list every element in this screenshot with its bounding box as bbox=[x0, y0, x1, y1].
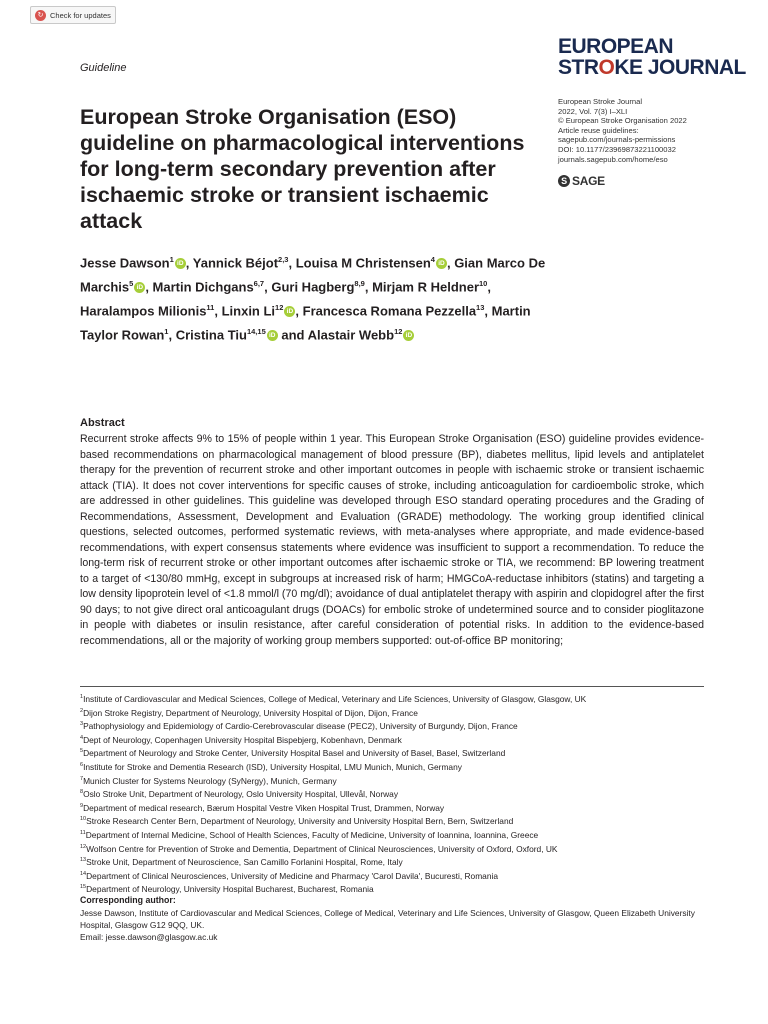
corresponding-address: Jesse Dawson, Institute of Cardiovascular and Medical Sciences, College of Medical, Veterinary and Life Sciences, University of Glasgow, Queen Elizabeth University Hospital, Glasgow G12 9QQ, UK. bbox=[80, 908, 695, 931]
affiliation-number: 15 bbox=[80, 884, 87, 891]
affiliation-text: Dijon Stroke Registry, Department of Neurology, University Hospital of Dijon, Dijon, France bbox=[83, 707, 418, 718]
author-list bbox=[80, 250, 560, 346]
author-name: Cristina Tiu bbox=[175, 327, 247, 343]
author-affiliation-ref: 11 bbox=[206, 302, 215, 312]
author-affiliation-ref: 2,3 bbox=[278, 255, 289, 264]
author-separator: , bbox=[487, 279, 491, 295]
section-label: Guideline bbox=[80, 62, 127, 74]
corresponding-heading: Corresponding author: bbox=[80, 895, 176, 905]
author-name: Yannick Béjot bbox=[192, 255, 279, 271]
journal-meta-line: DOI: 10.1177/23969873221100032 bbox=[558, 144, 676, 154]
journal-meta bbox=[558, 97, 748, 164]
journal-meta-line: journals.sagepub.com/home/eso bbox=[558, 154, 668, 164]
author-affiliation-ref: 10 bbox=[479, 278, 488, 288]
affiliation-number: 2 bbox=[80, 707, 84, 714]
orcid-icon[interactable]: iD bbox=[134, 282, 145, 293]
affiliation-number: 5 bbox=[80, 748, 84, 755]
author-separator: , bbox=[288, 255, 296, 271]
author-name: Francesca Romana Pezzella bbox=[302, 303, 477, 319]
affiliation-number: 1 bbox=[80, 694, 84, 700]
abstract-heading: Abstract bbox=[80, 417, 125, 429]
journal-logo bbox=[558, 36, 746, 78]
affiliation-item bbox=[80, 828, 704, 842]
author-affiliation-ref: 1 bbox=[164, 326, 169, 336]
author-name: Guri Hagberg bbox=[271, 279, 355, 295]
article-title: European Stroke Organisation (ESO) guideline on pharmacological interventions for long-term secondary prevention after ischaemic stroke or transient ischaemic attack bbox=[80, 105, 525, 233]
corresponding-email[interactable]: Email: jesse.dawson@glasgow.ac.uk bbox=[80, 932, 218, 943]
affiliation-text: Institute of Cardiovascular and Medical Sciences, College of Medical, Veterinary and Life Sciences, University of Glasgow, Glasgow, UK bbox=[83, 693, 587, 704]
author-name: Jesse Dawson bbox=[80, 255, 170, 271]
author-name: Alastair Webb bbox=[307, 327, 395, 343]
journal-meta-line: sagepub.com/journals-permissions bbox=[558, 135, 676, 145]
affiliations bbox=[80, 692, 704, 896]
affiliation-number: 6 bbox=[80, 761, 84, 768]
affiliation-text: Department of Clinical Neurosciences, University of Medicine and Pharmacy 'Carol Davila', Bucuresti, Romania bbox=[86, 870, 499, 881]
check-for-updates-badge[interactable] bbox=[30, 6, 116, 24]
journal-meta-line: © European Stroke Organisation 2022 bbox=[558, 116, 687, 126]
corresponding-details bbox=[80, 907, 704, 944]
divider bbox=[80, 686, 704, 687]
author-affiliation-ref: 4 bbox=[430, 255, 435, 264]
author-name: Mirjam R Heldner bbox=[372, 279, 480, 295]
author-affiliation-ref: 1 bbox=[169, 255, 174, 264]
author-separator: , bbox=[264, 279, 272, 295]
author-separator: and bbox=[277, 327, 308, 343]
author-separator: , bbox=[446, 255, 455, 271]
author-affiliation-ref: 12 bbox=[275, 302, 284, 312]
journal-meta-line: Article reuse guidelines: bbox=[558, 125, 639, 135]
affiliation-text: Department of Internal Medicine, School of Health Sciences, Faculty of Medicine, University of Ioannina, Ioannina, Greece bbox=[85, 829, 539, 840]
affiliation-number: 4 bbox=[80, 734, 84, 741]
affiliation-text: Pathophysiology and Epidemiology of Cardio-Cerebrovascular disease (PEC2), University of Burgundy, Dijon, France bbox=[83, 720, 518, 731]
orcid-icon[interactable]: iD bbox=[175, 258, 186, 269]
abstract-text: Recurrent stroke affects 9% to 15% of people within 1 year. This European Stroke Organisation (ESO) guideline provides evidence-based recommendations on pharmacological management of blood pressure (BP), diabetes mellitus, lipid levels and antiplatelet therapy for the prevention of recurrent stroke and other important outcomes in people with ischaemic stroke or transient ischaemic attack (TIA). It does not cover interventions for specific causes of stroke, including anticoagulation for cardioembolic stroke, which are addressed in other guidelines. This guideline was developed through ESO standard operating procedures and the Grading of Recommendations, Assessment, Development and Evaluation (GRADE) methodology. The working group identified clinical questions, selected outcomes, performed systematic reviews, with meta-analyses where appropriate, and made evidence-based recommendations, with expert consensus statements where evidence was insufficient to support a recommendation. To reduce the long-term risk of recurrent stroke or other important outcomes after ischaemic stroke or TIA, we recommend: BP lowering treatment to a target of <130/80 mmHg, except in subgroups at increased risk of harm; HMGCoA-reductase inhibitors (statins) and targeting a low density lipoprotein level of <1.8 mmol/l (70 mg/dl); avoidance of dual antiplatelet therapy with aspirin and clopidogrel after the first 90 days; to not give direct oral anticoagulant drugs (DOACs) for embolic stroke of undetermined source and to consider pioglitazone in people with diabetes or insulin resistance, after careful consideration of potential risks. In addition to the evidence-based recommendations, all or the majority of working group members supported: out-of-office BP monitoring; bbox=[80, 433, 704, 647]
author-name: Linxin Li bbox=[221, 303, 276, 319]
affiliation-text: Institute for Stroke and Dementia Research (ISD), University Hospital, LMU Munich, Munich, Germany bbox=[83, 761, 462, 772]
affiliation-item bbox=[80, 706, 704, 720]
affiliation-text: Department of Neurology, University Hospital Bucharest, Bucharest, Romania bbox=[86, 884, 374, 895]
author-name: Louisa M Christensen bbox=[295, 255, 431, 271]
check-for-updates-label: Check for updates bbox=[50, 10, 111, 20]
orcid-icon[interactable]: iD bbox=[267, 330, 278, 341]
affiliation-item bbox=[80, 719, 704, 733]
journal-meta-line: European Stroke Journal bbox=[558, 97, 643, 106]
affiliation-text: Department of Neurology and Stroke Center, University Hospital Basel and University of Basel, Basel, Switzerland bbox=[83, 748, 506, 759]
author-separator: , bbox=[295, 303, 303, 319]
affiliation-item bbox=[80, 760, 704, 774]
author-separator: , bbox=[168, 327, 176, 343]
journal-logo-line2: STROKE JOURNAL bbox=[558, 56, 746, 79]
affiliation-item bbox=[80, 692, 704, 706]
affiliation-text: Stroke Unit, Department of Neuroscience, San Camillo Forlanini Hospital, Rome, Italy bbox=[86, 856, 403, 867]
affiliation-item bbox=[80, 746, 704, 760]
affiliation-number: 8 bbox=[80, 789, 84, 796]
author-affiliation-ref: 5 bbox=[129, 278, 134, 288]
affiliation-item bbox=[80, 869, 704, 883]
author-affiliation-ref: 14,15 bbox=[246, 326, 266, 336]
affiliation-text: Oslo Stroke Unit, Department of Neurology, Oslo University Hospital, Ullevål, Norway bbox=[83, 788, 399, 799]
affiliation-number: 7 bbox=[80, 775, 84, 782]
affiliation-item bbox=[80, 801, 704, 815]
author-affiliation-ref: 12 bbox=[394, 326, 403, 336]
author-name: Martin Dichgans bbox=[152, 279, 254, 295]
author-name: Martin Taylor Rowan bbox=[80, 303, 531, 343]
affiliation-number: 13 bbox=[80, 857, 87, 864]
affiliation-text: Wolfson Centre for Prevention of Stroke and Dementia, Department of Clinical Neurosciences, University of Oxford, Oxford, UK bbox=[86, 843, 558, 854]
author-separator: , bbox=[145, 279, 153, 295]
affiliation-text: Department of medical research, Bærum Hospital Vestre Viken Hospital Trust, Drammen, Norway bbox=[83, 802, 445, 813]
affiliation-number: 9 bbox=[80, 802, 84, 809]
affiliation-item bbox=[80, 882, 704, 896]
publisher-name: SAGE bbox=[572, 174, 605, 188]
affiliation-number: 12 bbox=[80, 843, 87, 850]
update-icon: ↻ bbox=[35, 10, 46, 21]
author-affiliation-ref: 8,9 bbox=[354, 278, 365, 288]
orcid-icon[interactable]: iD bbox=[403, 330, 414, 341]
affiliation-number: 10 bbox=[80, 816, 87, 823]
author-separator: , bbox=[484, 303, 492, 319]
author-separator: , bbox=[214, 303, 222, 319]
affiliation-item bbox=[80, 855, 704, 869]
journal-logo-line1: EUROPEAN bbox=[558, 35, 674, 58]
affiliation-number: 3 bbox=[80, 721, 84, 728]
affiliation-item bbox=[80, 787, 704, 801]
affiliation-text: Stroke Research Center Bern, Department of Neurology, University and University Hospital Bern, Bern, Switzerland bbox=[86, 816, 514, 827]
affiliation-item bbox=[80, 814, 704, 828]
author-name: Gian Marco De Marchis bbox=[80, 255, 546, 295]
affiliation-number: 11 bbox=[80, 829, 86, 836]
affiliation-number: 14 bbox=[80, 870, 87, 877]
affiliation-item bbox=[80, 733, 704, 747]
affiliation-text: Munich Cluster for Systems Neurology (SyNergy), Munich, Germany bbox=[83, 775, 337, 786]
author-name: Haralampos Milionis bbox=[80, 303, 207, 319]
author-separator: , bbox=[185, 255, 193, 271]
sage-icon: S bbox=[558, 175, 570, 187]
publisher-logo bbox=[558, 174, 605, 188]
affiliation-item bbox=[80, 842, 704, 856]
author-affiliation-ref: 6,7 bbox=[253, 278, 265, 288]
author-affiliation-ref: 13 bbox=[476, 302, 485, 312]
affiliation-item bbox=[80, 774, 704, 788]
author-separator: , bbox=[364, 279, 373, 295]
affiliation-text: Dept of Neurology, Copenhagen University Hospital Bispebjerg, Kobenhavn, Denmark bbox=[83, 734, 402, 745]
orcid-icon[interactable]: iD bbox=[284, 306, 295, 317]
journal-meta-line: 2022, Vol. 7(3) I–XLI bbox=[558, 106, 628, 116]
orcid-icon[interactable]: iD bbox=[436, 258, 447, 269]
